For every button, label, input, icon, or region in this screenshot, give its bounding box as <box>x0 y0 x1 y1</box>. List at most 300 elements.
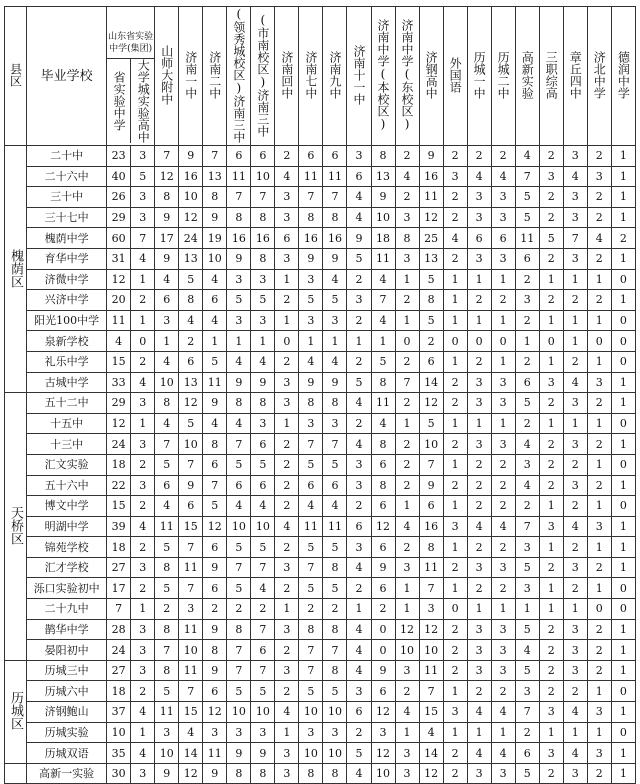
school-name-cell: 兴济中学 <box>27 290 107 311</box>
quota-cell: 5 <box>515 660 539 681</box>
quota-cell: 0 <box>371 640 395 661</box>
school-name-cell: 历城双语 <box>27 743 107 764</box>
quota-cell: 11 <box>419 187 443 208</box>
quota-cell: 10 <box>419 434 443 455</box>
quota-cell: 2 <box>539 557 563 578</box>
quota-cell: 3 <box>275 248 299 269</box>
header-row <box>5 7 636 146</box>
quota-cell: 20 <box>107 290 131 311</box>
quota-cell: 7 <box>203 146 227 167</box>
quota-cell: 1 <box>587 351 611 372</box>
quota-cell: 0 <box>587 331 611 352</box>
quota-cell: 4 <box>395 516 419 537</box>
quota-cell: 3 <box>347 146 371 167</box>
quota-cell: 10 <box>323 702 347 723</box>
quota-cell: 3 <box>467 557 491 578</box>
quota-cell: 8 <box>323 660 347 681</box>
quota-cell: 1 <box>491 722 515 743</box>
quota-cell: 2 <box>515 269 539 290</box>
quota-cell: 10 <box>251 516 275 537</box>
quota-cell: 0 <box>611 599 635 620</box>
quota-cell: 4 <box>155 413 179 434</box>
quota-cell: 2 <box>587 207 611 228</box>
quota-cell: 10 <box>155 372 179 393</box>
table-row <box>5 454 636 475</box>
quota-cell: 3 <box>395 207 419 228</box>
quota-cell: 2 <box>395 351 419 372</box>
quota-cell: 2 <box>251 599 275 620</box>
quota-cell: 1 <box>587 413 611 434</box>
quota-cell: 2 <box>131 290 155 311</box>
quota-cell: 5 <box>227 537 251 558</box>
quota-cell: 10 <box>227 516 251 537</box>
quota-cell: 6 <box>515 372 539 393</box>
quota-cell: 33 <box>107 372 131 393</box>
quota-cell: 37 <box>107 702 131 723</box>
quota-cell: 12 <box>155 166 179 187</box>
quota-cell: 3 <box>131 207 155 228</box>
quota-cell: 1 <box>131 310 155 331</box>
quota-cell: 4 <box>515 640 539 661</box>
district-cell <box>5 763 27 784</box>
school-name-cell: 三十七中 <box>27 207 107 228</box>
table-row <box>5 413 636 434</box>
quota-cell: 2 <box>395 146 419 167</box>
quota-cell: 8 <box>299 207 323 228</box>
quota-cell: 2 <box>587 393 611 414</box>
table-row <box>5 372 636 393</box>
quota-cell: 2 <box>443 640 467 661</box>
quota-cell: 2 <box>515 722 539 743</box>
quota-cell: 12 <box>395 619 419 640</box>
quota-cell: 2 <box>563 537 587 558</box>
quota-cell: 1 <box>611 146 635 167</box>
quota-cell: 7 <box>419 681 443 702</box>
quota-cell: 1 <box>515 599 539 620</box>
quota-cell: 3 <box>203 722 227 743</box>
quota-cell: 1 <box>563 331 587 352</box>
quota-cell: 4 <box>155 351 179 372</box>
header-col-2: 山师大附中 <box>155 7 179 146</box>
quota-cell: 10 <box>179 187 203 208</box>
quota-cell: 9 <box>155 763 179 784</box>
quota-cell: 2 <box>467 351 491 372</box>
quota-cell: 0 <box>611 578 635 599</box>
quota-cell: 5 <box>323 681 347 702</box>
quota-cell: 9 <box>251 743 275 764</box>
quota-cell: 5 <box>299 681 323 702</box>
quota-cell: 4 <box>203 310 227 331</box>
quota-cell: 5 <box>419 310 443 331</box>
district-cell: 历城区 <box>5 660 27 763</box>
quota-cell: 6 <box>419 496 443 517</box>
quota-cell: 2 <box>275 537 299 558</box>
quota-cell: 12 <box>371 743 395 764</box>
school-name-cell: 槐荫中学 <box>27 228 107 249</box>
quota-cell: 1 <box>395 413 419 434</box>
header-col-5: (领秀城校区)济南三中 <box>227 7 251 146</box>
quota-cell: 4 <box>467 743 491 764</box>
quota-cell: 16 <box>323 228 347 249</box>
quota-cell: 10 <box>227 702 251 723</box>
quota-cell: 2 <box>443 187 467 208</box>
quota-cell: 4 <box>179 310 203 331</box>
quota-cell: 1 <box>491 351 515 372</box>
quota-cell: 7 <box>155 434 179 455</box>
quota-cell: 1 <box>227 331 251 352</box>
quota-cell: 6 <box>251 434 275 455</box>
quota-cell: 1 <box>443 269 467 290</box>
quota-cell: 2 <box>443 393 467 414</box>
quota-cell: 7 <box>227 434 251 455</box>
quota-cell: 11 <box>323 166 347 187</box>
quota-cell: 2 <box>587 660 611 681</box>
quota-cell: 3 <box>347 454 371 475</box>
quota-cell: 4 <box>371 269 395 290</box>
quota-cell: 3 <box>275 557 299 578</box>
table-row <box>5 537 636 558</box>
quota-cell: 6 <box>371 578 395 599</box>
quota-cell: 1 <box>539 413 563 434</box>
quota-cell: 1 <box>443 454 467 475</box>
quota-cell: 9 <box>203 763 227 784</box>
quota-cell: 8 <box>323 619 347 640</box>
quota-cell: 2 <box>587 434 611 455</box>
quota-cell: 4 <box>203 269 227 290</box>
quota-cell: 10 <box>155 743 179 764</box>
quota-cell: 25 <box>419 228 443 249</box>
school-name-cell: 济微中学 <box>27 269 107 290</box>
quota-cell: 3 <box>539 743 563 764</box>
quota-cell: 10 <box>251 166 275 187</box>
quota-cell: 3 <box>539 702 563 723</box>
quota-cell: 6 <box>347 516 371 537</box>
quota-cell: 4 <box>275 166 299 187</box>
quota-cell: 5 <box>251 537 275 558</box>
quota-cell: 2 <box>539 681 563 702</box>
quota-cell: 1 <box>539 496 563 517</box>
school-name-cell: 泺口实验初中 <box>27 578 107 599</box>
quota-cell: 2 <box>539 619 563 640</box>
quota-cell: 5 <box>323 578 347 599</box>
quota-cell: 1 <box>563 722 587 743</box>
quota-cell: 8 <box>371 146 395 167</box>
quota-cell: 12 <box>419 207 443 228</box>
quota-cell: 3 <box>251 310 275 331</box>
header-col-0: 省实验中学 <box>112 70 127 131</box>
quota-cell: 2 <box>467 537 491 558</box>
quota-cell: 6 <box>203 681 227 702</box>
quota-cell: 4 <box>131 743 155 764</box>
quota-cell: 3 <box>467 248 491 269</box>
quota-cell: 2 <box>467 290 491 311</box>
quota-cell: 8 <box>299 619 323 640</box>
quota-cell: 1 <box>443 310 467 331</box>
quota-cell: 1 <box>275 722 299 743</box>
quota-cell: 14 <box>419 372 443 393</box>
quota-cell: 15 <box>179 516 203 537</box>
quota-cell: 2 <box>347 351 371 372</box>
quota-cell: 0 <box>611 722 635 743</box>
quota-cell: 2 <box>467 475 491 496</box>
table-row <box>5 578 636 599</box>
quota-cell: 4 <box>155 496 179 517</box>
quota-cell: 3 <box>131 640 155 661</box>
school-name-cell: 博文中学 <box>27 496 107 517</box>
quota-cell: 13 <box>203 166 227 187</box>
quota-cell: 3 <box>563 146 587 167</box>
quota-cell: 3 <box>275 743 299 764</box>
quota-cell: 2 <box>539 290 563 311</box>
quota-cell: 3 <box>491 434 515 455</box>
quota-cell: 1 <box>347 331 371 352</box>
quota-cell: 4 <box>467 166 491 187</box>
quota-cell: 0 <box>443 599 467 620</box>
header-district: 县区 <box>5 7 27 146</box>
quota-cell: 2 <box>275 578 299 599</box>
quota-cell: 2 <box>539 763 563 784</box>
quota-cell: 2 <box>347 310 371 331</box>
quota-cell: 2 <box>539 660 563 681</box>
quota-cell: 6 <box>371 454 395 475</box>
quota-cell: 10 <box>251 702 275 723</box>
quota-cell: 5 <box>251 454 275 475</box>
quota-cell: 2 <box>443 146 467 167</box>
quota-cell: 0 <box>131 331 155 352</box>
quota-cell: 2 <box>131 578 155 599</box>
school-name-cell: 育华中学 <box>27 248 107 269</box>
quota-cell: 4 <box>227 413 251 434</box>
table-row <box>5 516 636 537</box>
quota-cell: 8 <box>371 434 395 455</box>
quota-cell: 3 <box>419 599 443 620</box>
quota-cell: 3 <box>275 187 299 208</box>
quota-cell: 3 <box>467 187 491 208</box>
quota-cell: 1 <box>491 310 515 331</box>
quota-cell: 3 <box>563 660 587 681</box>
quota-cell: 2 <box>563 351 587 372</box>
quota-cell: 9 <box>419 146 443 167</box>
quota-cell: 3 <box>515 578 539 599</box>
quota-cell: 1 <box>131 722 155 743</box>
quota-cell: 10 <box>371 207 395 228</box>
quota-cell: 6 <box>371 537 395 558</box>
quota-cell: 22 <box>107 475 131 496</box>
table-row <box>5 393 636 414</box>
quota-cell: 4 <box>107 331 131 352</box>
table-row <box>5 743 636 764</box>
quota-cell: 3 <box>299 310 323 331</box>
quota-cell: 5 <box>371 351 395 372</box>
quota-cell: 5 <box>299 537 323 558</box>
table-row <box>5 207 636 228</box>
quota-cell: 0 <box>611 310 635 331</box>
quota-cell: 1 <box>395 269 419 290</box>
quota-cell: 3 <box>563 207 587 228</box>
table-row <box>5 722 636 743</box>
quota-cell: 3 <box>131 434 155 455</box>
quota-cell: 2 <box>131 537 155 558</box>
quota-cell: 15 <box>107 351 131 372</box>
quota-cell: 5 <box>155 681 179 702</box>
table-row <box>5 557 636 578</box>
quota-cell: 1 <box>563 310 587 331</box>
quota-cell: 2 <box>539 146 563 167</box>
quota-cell: 16 <box>179 166 203 187</box>
quota-cell: 7 <box>323 187 347 208</box>
quota-cell: 0 <box>443 331 467 352</box>
quota-cell: 1 <box>587 578 611 599</box>
quota-cell: 2 <box>395 187 419 208</box>
quota-cell: 1 <box>131 269 155 290</box>
quota-cell: 3 <box>563 248 587 269</box>
quota-cell: 11 <box>179 557 203 578</box>
quota-cell: 8 <box>251 393 275 414</box>
header-col-6: (市南校区)济南三中 <box>251 7 275 146</box>
quota-cell: 5 <box>203 496 227 517</box>
header-col-21: 德润中学 <box>611 7 635 146</box>
quota-cell: 2 <box>347 578 371 599</box>
quota-cell: 16 <box>227 228 251 249</box>
quota-cell: 2 <box>539 434 563 455</box>
quota-cell: 12 <box>107 269 131 290</box>
quota-cell: 3 <box>155 722 179 743</box>
quota-cell: 9 <box>251 372 275 393</box>
quota-cell: 7 <box>515 516 539 537</box>
quota-cell: 5 <box>299 290 323 311</box>
quota-cell: 11 <box>323 516 347 537</box>
quota-cell: 0 <box>395 331 419 352</box>
quota-cell: 2 <box>587 763 611 784</box>
quota-cell: 6 <box>203 537 227 558</box>
quota-cell: 11 <box>371 248 395 269</box>
quota-cell: 8 <box>155 557 179 578</box>
header-col-11: 济南中学(本校区) <box>371 7 395 146</box>
quota-cell: 18 <box>107 537 131 558</box>
quota-cell: 1 <box>467 413 491 434</box>
table-row <box>5 475 636 496</box>
quota-cell: 4 <box>395 166 419 187</box>
quota-cell: 8 <box>299 763 323 784</box>
quota-cell: 0 <box>611 413 635 434</box>
quota-cell: 6 <box>203 578 227 599</box>
quota-cell: 1 <box>611 434 635 455</box>
quota-cell: 7 <box>251 187 275 208</box>
quota-cell: 2 <box>347 413 371 434</box>
quota-cell: 5 <box>515 763 539 784</box>
header-school: 毕业学校 <box>27 7 107 146</box>
quota-cell: 7 <box>323 434 347 455</box>
table-row <box>5 702 636 723</box>
quota-cell: 6 <box>299 475 323 496</box>
quota-cell: 3 <box>563 763 587 784</box>
quota-cell: 1 <box>491 599 515 620</box>
quota-cell: 3 <box>491 372 515 393</box>
quota-cell: 3 <box>467 619 491 640</box>
quota-cell: 12 <box>203 702 227 723</box>
quota-cell: 18 <box>107 681 131 702</box>
quota-cell: 2 <box>395 454 419 475</box>
quota-cell: 13 <box>419 248 443 269</box>
quota-cell: 2 <box>443 660 467 681</box>
quota-cell: 8 <box>179 290 203 311</box>
quota-cell: 3 <box>491 248 515 269</box>
quota-cell: 3 <box>563 434 587 455</box>
quota-cell: 1 <box>539 722 563 743</box>
quota-cell: 13 <box>371 166 395 187</box>
quota-cell: 2 <box>515 351 539 372</box>
quota-cell: 7 <box>299 660 323 681</box>
quota-cell: 2 <box>443 743 467 764</box>
quota-cell: 7 <box>155 146 179 167</box>
quota-cell: 6 <box>419 351 443 372</box>
quota-cell: 5 <box>227 290 251 311</box>
quota-cell: 3 <box>563 640 587 661</box>
quota-cell: 7 <box>299 434 323 455</box>
quota-cell: 16 <box>299 228 323 249</box>
quota-cell: 1 <box>443 351 467 372</box>
quota-cell: 2 <box>491 454 515 475</box>
quota-cell: 3 <box>467 434 491 455</box>
quota-cell: 3 <box>323 310 347 331</box>
school-name-cell: 锦苑学校 <box>27 537 107 558</box>
table-row <box>5 269 636 290</box>
quota-cell: 9 <box>155 207 179 228</box>
quota-cell: 1 <box>515 331 539 352</box>
quota-cell: 2 <box>539 207 563 228</box>
quota-cell: 1 <box>611 372 635 393</box>
quota-cell: 3 <box>491 660 515 681</box>
quota-cell: 2 <box>275 434 299 455</box>
quota-cell: 8 <box>323 207 347 228</box>
quota-cell: 8 <box>203 640 227 661</box>
quota-cell: 3 <box>491 763 515 784</box>
school-name-cell: 汇才学校 <box>27 557 107 578</box>
table-row <box>5 660 636 681</box>
quota-cell: 12 <box>179 393 203 414</box>
header-col-18: 三职综高 <box>539 7 563 146</box>
quota-cell: 8 <box>251 207 275 228</box>
quota-cell: 6 <box>371 496 395 517</box>
quota-cell: 24 <box>107 640 131 661</box>
quota-cell: 15 <box>419 702 443 723</box>
quota-cell: 5 <box>347 372 371 393</box>
table-row <box>5 228 636 249</box>
quota-cell: 1 <box>323 331 347 352</box>
quota-cell: 7 <box>395 372 419 393</box>
quota-cell: 2 <box>443 557 467 578</box>
table-row <box>5 310 636 331</box>
quota-cell: 7 <box>251 619 275 640</box>
quota-cell: 1 <box>371 331 395 352</box>
quota-cell: 4 <box>251 496 275 517</box>
quota-cell: 6 <box>467 228 491 249</box>
quota-cell: 3 <box>491 393 515 414</box>
quota-cell: 2 <box>491 290 515 311</box>
quota-cell: 6 <box>323 475 347 496</box>
quota-cell: 24 <box>179 228 203 249</box>
quota-cell: 4 <box>227 351 251 372</box>
quota-cell: 5 <box>515 557 539 578</box>
quota-cell: 1 <box>443 290 467 311</box>
header-col-19: 章丘四中 <box>563 7 587 146</box>
quota-cell: 4 <box>395 702 419 723</box>
quota-cell: 3 <box>323 413 347 434</box>
quota-cell: 2 <box>275 496 299 517</box>
quota-cell: 0 <box>611 496 635 517</box>
quota-cell: 9 <box>179 475 203 496</box>
quota-cell: 2 <box>467 496 491 517</box>
